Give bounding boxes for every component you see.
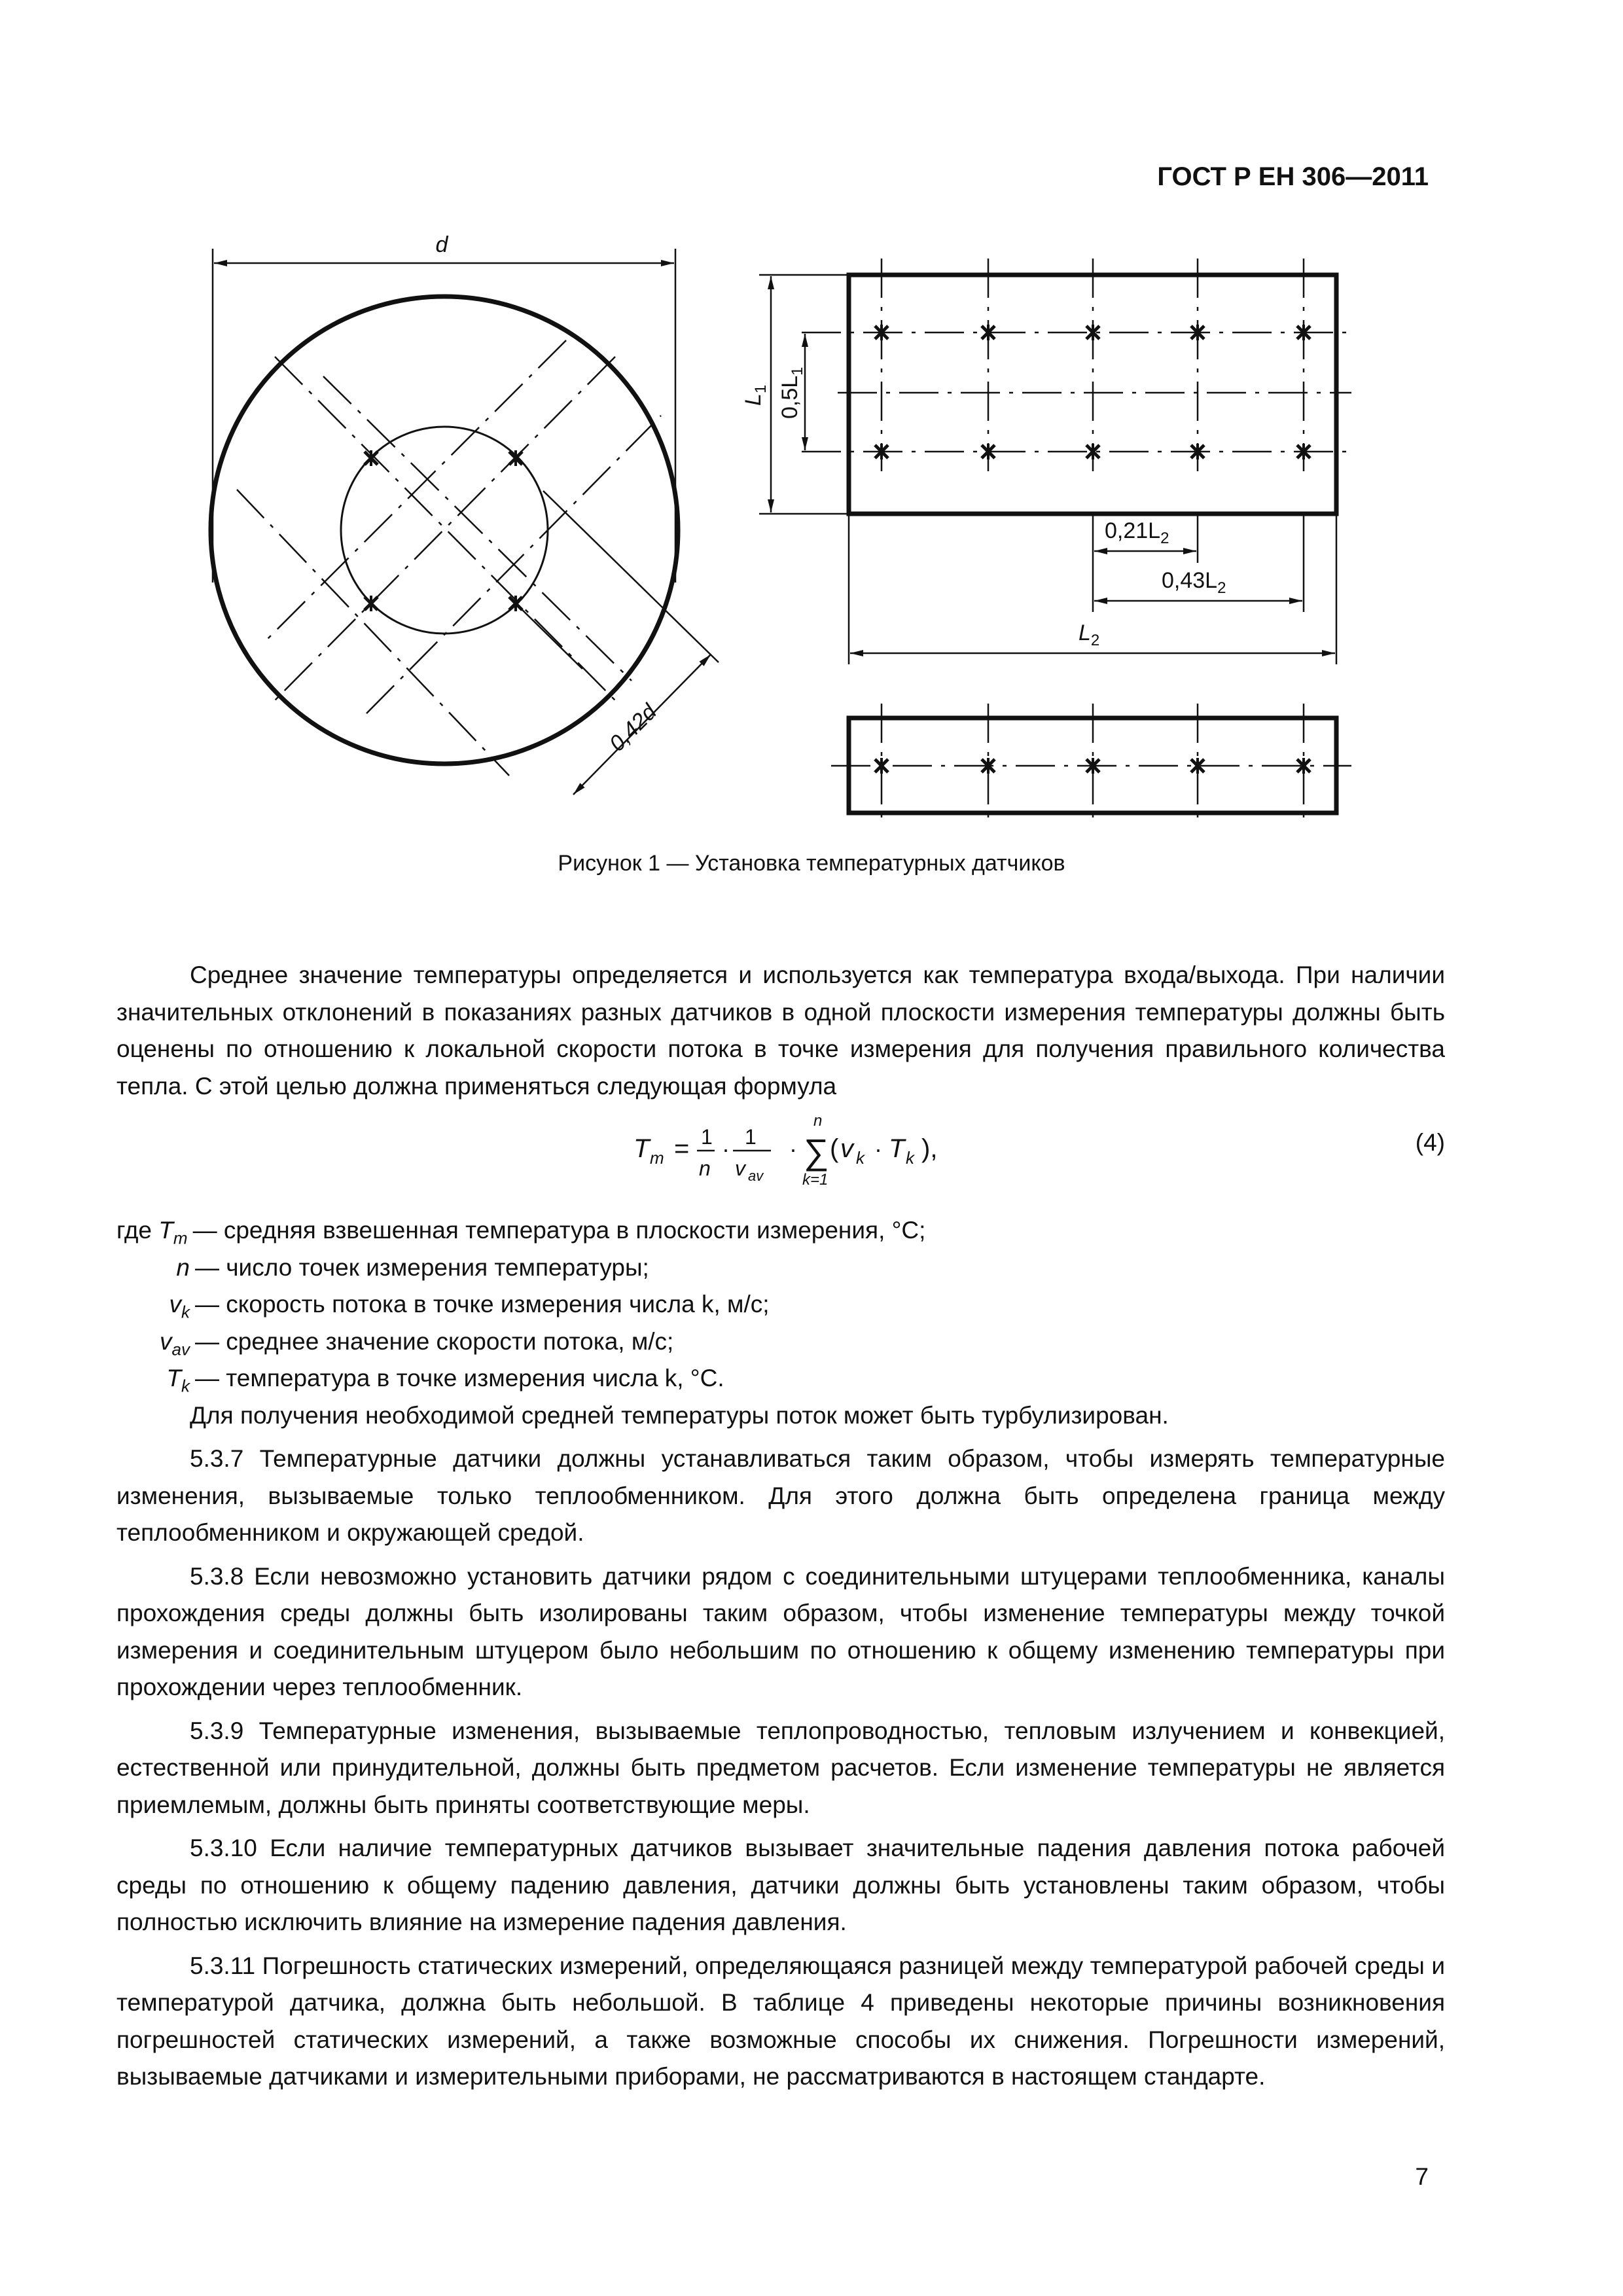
formula-row	[116, 1111, 1445, 1210]
dim-label-L2: L	[1079, 620, 1091, 645]
formula-denominator-v: v	[735, 1157, 745, 1180]
definition-item	[116, 1360, 1445, 1397]
formula-dot-3: ·	[874, 1136, 882, 1162]
formula-dot-2: ·	[789, 1136, 797, 1162]
flat-duct-view	[831, 704, 1351, 826]
formula-sum-top: n	[813, 1112, 823, 1130]
body-text	[116, 957, 1445, 2096]
definition-symbol-sub: k	[181, 1376, 190, 1396]
dim-label-021L2: 0,21L	[1105, 518, 1161, 543]
definition-symbol: v	[160, 1327, 172, 1355]
formula-equals: =	[674, 1134, 690, 1163]
definition-text: — средняя взвешенная температура в плоскости измерения, °С;	[192, 1217, 926, 1244]
document-code: ГОСТ Р ЕН 306—2011	[1157, 162, 1429, 191]
definition-text: — температура в точке измерения числа k, °С.	[195, 1365, 724, 1391]
definition-text: — число точек измерения температуры;	[195, 1253, 649, 1281]
formula-denominator-v-sub: av	[748, 1168, 764, 1184]
dim-label-021L2-sub: 2	[1160, 529, 1169, 547]
section-5-3-8: 5.3.8 Если невозможно установить датчики рядом с соединительными штуцерами теплообменника, каналы прохождения среды должны быть изолированы таким образом, чтобы изменение температуры между точкой измерения и соединительным штуцером было небольшим по отношению к общему изменению температуры при прохождении через теплообменник.	[116, 1562, 1445, 1700]
definition-symbol-sub: m	[173, 1228, 188, 1248]
dim-label-05L1: 0,5L	[777, 375, 802, 419]
formula-numerator-1: 1	[701, 1125, 713, 1149]
dim-label-L1-sub: 1	[752, 384, 770, 394]
definition-symbol: T	[158, 1217, 173, 1244]
definition-text: — среднее значение скорости потока, м/с;	[195, 1327, 674, 1355]
formula-lhs: T	[633, 1134, 650, 1163]
circular-duct-view	[211, 232, 719, 795]
svg-text:L1	[741, 385, 770, 406]
formula-number: (4)	[1415, 1129, 1445, 1156]
rectangular-duct-view	[741, 259, 1351, 664]
dim-label-L1: L	[741, 393, 766, 406]
paragraph-intro: Среднее значение температуры определяется и используется как температура входа/выхода. При наличии значительных отклонений в показаниях разных датчиков в одной плоскости измерения температуры должны быть оценены по отношению к локальной скорости потока в точке измерения для получения правильного количества тепла. С этой целью должна применяться следующая формула	[116, 961, 1445, 1100]
formula-vk: v	[840, 1134, 853, 1163]
formula-close-paren: ),	[921, 1134, 938, 1163]
definition-item	[116, 1323, 1445, 1361]
definition-symbol: T	[166, 1365, 181, 1391]
formula-tk-sub: k	[906, 1148, 914, 1168]
section-5-3-11: 5.3.11 Погрешность статических измерений, определяющаяся разницей между температурой рабочей среды и температурой датчика, должна быть небольшой. В таблице 4 приведены некоторые причины возникновения погрешностей статических измерений, а также возможные способы их снижения. Погрешности измерений, вызываемые датчиками и измерительными приборами, не рассматриваются в настоящем стандарте.	[116, 1952, 1445, 2090]
definition-item	[116, 1212, 1445, 1249]
paragraph-turbulization: Для получения необходимой средней температуры поток может быть турбулизирован.	[190, 1401, 1169, 1429]
formula-denominator-n: n	[699, 1157, 711, 1180]
definition-symbol: n	[176, 1253, 190, 1281]
sensor-placement-drawing	[0, 0, 1623, 916]
definition-item	[116, 1249, 1445, 1287]
dim-label-d: d	[435, 232, 448, 257]
formula-tk: T	[889, 1134, 905, 1163]
definition-symbol: v	[169, 1291, 181, 1318]
svg-text:L2	[1079, 620, 1099, 649]
dim-label-043L2-sub: 2	[1217, 579, 1226, 597]
section-5-3-9: 5.3.9 Температурные изменения, вызываемые теплопроводностью, тепловым излучением и конвекцией, естественной или принудительной, должны быть предметом расчетов. Если изменение температуры не является приемлемым, должны быть приняты соответствующие меры.	[116, 1717, 1445, 1818]
definitions-where: где	[116, 1217, 152, 1244]
formula-4	[633, 1111, 1039, 1210]
definition-symbol-sub: k	[181, 1302, 190, 1322]
dim-label-043L2: 0,43L	[1162, 568, 1218, 593]
dim-label-042d: 0,42d	[604, 699, 662, 757]
formula-sum-bottom: k=1	[802, 1171, 829, 1189]
svg-text:0,21L2	[1105, 518, 1169, 547]
formula-dot-1: ·	[722, 1136, 730, 1162]
definition-text: — скорость потока в точке измерения числа k, м/с;	[195, 1291, 770, 1318]
page-number: 7	[1415, 2163, 1429, 2190]
definition-item	[116, 1286, 1445, 1323]
figure-caption: Рисунок 1 — Установка температурных датчиков	[558, 851, 1065, 876]
dim-label-L2-sub: 2	[1090, 632, 1100, 649]
formula-vk-sub: k	[856, 1148, 865, 1168]
svg-text:0,43L2	[1162, 568, 1226, 597]
svg-text:0,5L1	[777, 367, 806, 419]
formula-numerator-2: 1	[745, 1125, 757, 1149]
formula-lhs-sub: m	[650, 1148, 664, 1168]
section-5-3-10: 5.3.10 Если наличие температурных датчиков вызывает значительные падения давления потока рабочей среды по отношению к общему падению давления, датчики должны быть установлены таким образом, чтобы полностью исключить влияние на измерение падения давления.	[116, 1835, 1445, 1935]
dim-label-05L1-sub: 1	[789, 367, 806, 376]
section-5-3-7: 5.3.7 Температурные датчики должны устанавливаться таким образом, чтобы измерять температурные изменения, вызываемые только теплообменником. Для этого должна быть определена граница между теплообменником и окружающей средой.	[116, 1445, 1445, 1546]
definitions-list	[116, 1212, 1445, 1397]
figure-1	[0, 0, 1623, 916]
formula-sigma: ∑	[804, 1132, 829, 1172]
formula-open-paren: (	[830, 1134, 839, 1163]
definition-symbol-sub: av	[171, 1338, 190, 1359]
